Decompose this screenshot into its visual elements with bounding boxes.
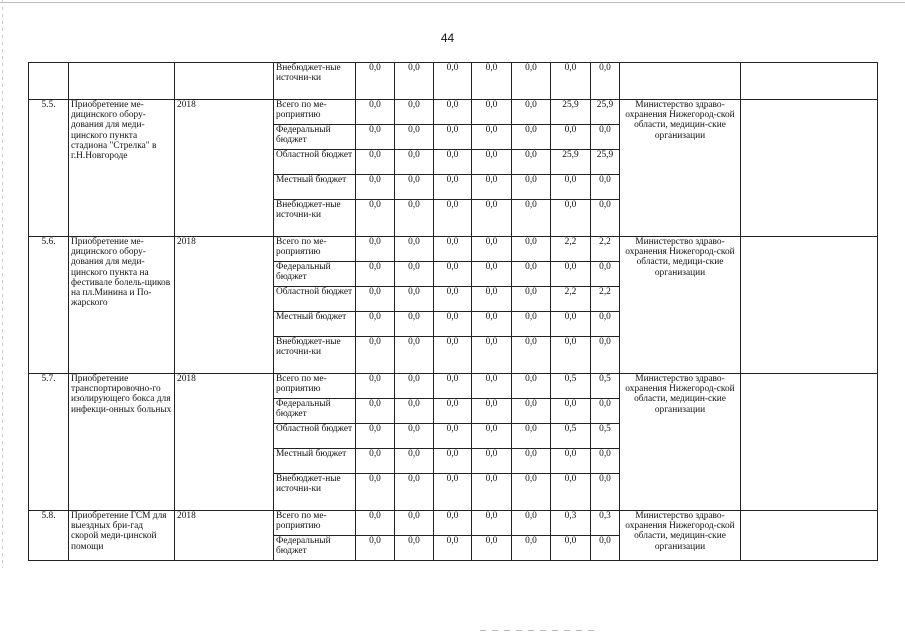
amount-cell: 0,0 — [512, 424, 551, 449]
amount-cell: 0,0 — [551, 312, 591, 337]
amount-cell: 0,0 — [512, 100, 551, 125]
amount-cell: 2,2 — [591, 237, 620, 262]
amount-cell: 0,0 — [356, 150, 395, 175]
funding-source: Внебюджет-ные источни-ки — [274, 337, 356, 374]
amount-cell: 0,0 — [591, 474, 620, 511]
amount-cell: 2,2 — [591, 287, 620, 312]
item-name: Приобретение ГСМ для выездных бри-гад скорой меди-цинской помощи — [69, 511, 175, 561]
funding-source: Всего по ме-роприятию — [274, 237, 356, 262]
amount-cell: 0,0 — [434, 449, 472, 474]
amount-cell: 0,0 — [512, 312, 551, 337]
amount-cell: 0,0 — [434, 150, 472, 175]
amount-cell: 0,0 — [512, 449, 551, 474]
amount-cell: 0,0 — [434, 63, 472, 100]
amount-cell: 0,0 — [512, 262, 551, 287]
amount-cell: 0,0 — [472, 125, 512, 150]
amount-cell: 0,0 — [434, 399, 472, 424]
table-row — [29, 374, 878, 399]
amount-cell: 0,3 — [551, 511, 591, 536]
amount-cell: 25,9 — [551, 150, 591, 175]
amount-cell: 0,0 — [434, 262, 472, 287]
funding-source: Федеральный бюджет — [274, 399, 356, 424]
amount-cell: 0,0 — [591, 536, 620, 561]
table-row — [29, 511, 878, 536]
amount-cell: 0,0 — [356, 424, 395, 449]
amount-cell: 0,0 — [472, 424, 512, 449]
amount-cell: 0,0 — [434, 374, 472, 399]
executor: Министерство здраво-охранения Нижегород-ской области, медицин-ские организации — [620, 374, 741, 511]
amount-cell: 0,0 — [395, 63, 434, 100]
amount-cell: 0,0 — [434, 287, 472, 312]
amount-cell: 0,0 — [356, 511, 395, 536]
funding-source: Всего по ме-роприятию — [274, 374, 356, 399]
amount-cell: 0,5 — [551, 424, 591, 449]
amount-cell: 0,0 — [395, 399, 434, 424]
table-row — [29, 63, 878, 100]
amount-cell: 0,0 — [472, 262, 512, 287]
item-number: 5.7. — [29, 374, 69, 511]
amount-cell: 0,0 — [356, 312, 395, 337]
amount-cell: 0,0 — [395, 150, 434, 175]
amount-cell: 0,0 — [472, 399, 512, 424]
amount-cell: 0,0 — [434, 200, 472, 237]
amount-cell: 0,0 — [434, 474, 472, 511]
amount-cell: 0,0 — [434, 424, 472, 449]
amount-cell: 0,0 — [472, 474, 512, 511]
funding-source: Внебюджет-ные источни-ки — [274, 63, 356, 100]
amount-cell: 0,0 — [472, 511, 512, 536]
amount-cell: 0,0 — [395, 312, 434, 337]
table-row — [29, 100, 878, 125]
amount-cell: 0,0 — [512, 150, 551, 175]
amount-cell: 0,0 — [395, 449, 434, 474]
amount-cell: 2,2 — [551, 237, 591, 262]
amount-cell: 0,0 — [395, 262, 434, 287]
amount-cell: 0,5 — [591, 374, 620, 399]
item-year-cell — [175, 63, 274, 100]
amount-cell: 0,0 — [551, 337, 591, 374]
amount-cell: 0,0 — [434, 337, 472, 374]
page-number: 44 — [440, 31, 455, 45]
amount-cell: 0,0 — [472, 63, 512, 100]
amount-cell: 0,0 — [512, 237, 551, 262]
item-number: 5.5. — [29, 100, 69, 237]
amount-cell: 0,0 — [395, 237, 434, 262]
amount-cell: 0,0 — [472, 374, 512, 399]
amount-cell: 0,0 — [472, 337, 512, 374]
item-year: 2018 — [175, 237, 274, 374]
amount-cell: 0,0 — [356, 449, 395, 474]
amount-cell: 0,0 — [551, 449, 591, 474]
amount-cell: 0,0 — [472, 449, 512, 474]
amount-cell: 0,0 — [395, 424, 434, 449]
amount-cell: 25,9 — [551, 100, 591, 125]
amount-cell: 0,0 — [591, 312, 620, 337]
amount-cell: 0,0 — [356, 287, 395, 312]
amount-cell: 0,0 — [472, 150, 512, 175]
amount-cell: 0,0 — [356, 200, 395, 237]
funding-source: Федеральный бюджет — [274, 262, 356, 287]
amount-cell: 0,0 — [434, 175, 472, 200]
amount-cell: 0,0 — [591, 337, 620, 374]
amount-cell: 0,0 — [512, 511, 551, 536]
amount-cell: 0,0 — [395, 536, 434, 561]
funding-source: Областной бюджет — [274, 424, 356, 449]
amount-cell: 25,9 — [591, 150, 620, 175]
amount-cell: 0,0 — [434, 312, 472, 337]
amount-cell: 0,0 — [434, 237, 472, 262]
funding-source: Местный бюджет — [274, 449, 356, 474]
budget-table — [28, 62, 878, 561]
amount-cell: 0,0 — [395, 474, 434, 511]
amount-cell: 0,0 — [472, 536, 512, 561]
amount-cell: 0,0 — [591, 175, 620, 200]
amount-cell: 0,0 — [591, 449, 620, 474]
amount-cell: 0,0 — [472, 287, 512, 312]
amount-cell: 0,0 — [551, 125, 591, 150]
empty-cell — [741, 511, 878, 561]
amount-cell: 0,0 — [551, 200, 591, 237]
empty-cell — [741, 63, 878, 100]
scan-edge-top — [0, 2, 905, 3]
funding-source: Всего по ме-роприятию — [274, 511, 356, 536]
funding-source: Федеральный бюджет — [274, 536, 356, 561]
amount-cell: 0,0 — [512, 374, 551, 399]
page-bottom-margin — [0, 568, 905, 640]
executor: Министерство здраво-охранения Нижегород-ской области, медицин-ские организации — [620, 100, 741, 237]
amount-cell: 0,0 — [356, 175, 395, 200]
amount-cell: 0,0 — [512, 399, 551, 424]
funding-source: Местный бюджет — [274, 312, 356, 337]
funding-source: Всего по ме-роприятию — [274, 100, 356, 125]
executor: Министерство здраво-охранения Нижегород-ской области, медици-ские организации — [620, 237, 741, 374]
amount-cell: 0,0 — [395, 511, 434, 536]
amount-cell: 0,0 — [395, 125, 434, 150]
amount-cell: 0,0 — [551, 262, 591, 287]
amount-cell: 0,0 — [591, 262, 620, 287]
amount-cell: 0,0 — [512, 200, 551, 237]
amount-cell: 0,3 — [591, 511, 620, 536]
item-year: 2018 — [175, 100, 274, 237]
item-number: 5.6. — [29, 237, 69, 374]
item-name: Приобретение ме-дицинского обору-дования для меди-цинского пункта на фестивале болель-щиков на пл.Минина и По-жарского — [69, 237, 175, 374]
empty-cell — [741, 100, 878, 237]
amount-cell: 0,0 — [512, 175, 551, 200]
amount-cell: 0,0 — [512, 337, 551, 374]
amount-cell: 0,0 — [434, 100, 472, 125]
amount-cell: 0,0 — [395, 337, 434, 374]
amount-cell: 0,5 — [591, 424, 620, 449]
amount-cell: 0,0 — [551, 536, 591, 561]
funding-source: Областной бюджет — [274, 287, 356, 312]
amount-cell: 0,0 — [472, 237, 512, 262]
scan-mark — [480, 630, 600, 631]
item-year: 2018 — [175, 511, 274, 561]
amount-cell: 0,0 — [512, 63, 551, 100]
amount-cell: 0,0 — [356, 536, 395, 561]
scan-edge-left — [2, 0, 3, 640]
funding-source: Внебюджет-ные источни-ки — [274, 200, 356, 237]
amount-cell: 2,2 — [551, 287, 591, 312]
funding-source: Областной бюджет — [274, 150, 356, 175]
amount-cell: 0,0 — [551, 399, 591, 424]
amount-cell: 0,0 — [395, 175, 434, 200]
amount-cell: 0,0 — [512, 287, 551, 312]
amount-cell: 0,0 — [551, 474, 591, 511]
table-row — [29, 237, 878, 262]
amount-cell: 0,0 — [395, 287, 434, 312]
amount-cell: 0,0 — [356, 63, 395, 100]
amount-cell: 0,0 — [512, 125, 551, 150]
amount-cell: 0,0 — [434, 511, 472, 536]
amount-cell: 0,0 — [512, 536, 551, 561]
amount-cell: 0,0 — [356, 399, 395, 424]
item-number-cell — [29, 63, 69, 100]
amount-cell: 0,0 — [356, 125, 395, 150]
amount-cell: 25,9 — [591, 100, 620, 125]
amount-cell: 0,0 — [591, 399, 620, 424]
executor: Министерство здраво-охранения Нижегород-ской области, медицин-ские организации — [620, 511, 741, 561]
empty-cell — [741, 237, 878, 374]
amount-cell: 0,0 — [591, 200, 620, 237]
amount-cell: 0,0 — [356, 474, 395, 511]
empty-cell — [741, 374, 878, 511]
item-name-cell — [69, 63, 175, 100]
amount-cell: 0,0 — [591, 125, 620, 150]
funding-source: Федеральный бюджет — [274, 125, 356, 150]
amount-cell: 0,0 — [395, 200, 434, 237]
item-name: Приобретение ме-дицинского обору-дования для меди-цинского пункта стадиона "Стрелка" в г.Н.Новгороде — [69, 100, 175, 237]
executor-cell — [620, 63, 741, 100]
item-name: Приобретение транспортировочно-го изолирующего бокса для инфекци-онных больных — [69, 374, 175, 511]
funding-source: Местный бюджет — [274, 175, 356, 200]
amount-cell: 0,0 — [356, 237, 395, 262]
amount-cell: 0,0 — [551, 63, 591, 100]
amount-cell: 0,0 — [356, 374, 395, 399]
amount-cell: 0,0 — [434, 536, 472, 561]
item-number: 5.8. — [29, 511, 69, 561]
amount-cell: 0,0 — [551, 175, 591, 200]
item-year: 2018 — [175, 374, 274, 511]
amount-cell: 0,0 — [591, 63, 620, 100]
amount-cell: 0,0 — [356, 100, 395, 125]
amount-cell: 0,0 — [472, 200, 512, 237]
amount-cell: 0,0 — [472, 312, 512, 337]
amount-cell: 0,0 — [356, 262, 395, 287]
amount-cell: 0,5 — [551, 374, 591, 399]
funding-source: Внебюджет-ные источни-ки — [274, 474, 356, 511]
amount-cell: 0,0 — [472, 100, 512, 125]
amount-cell: 0,0 — [356, 337, 395, 374]
amount-cell: 0,0 — [434, 125, 472, 150]
amount-cell: 0,0 — [395, 374, 434, 399]
amount-cell: 0,0 — [472, 175, 512, 200]
amount-cell: 0,0 — [512, 474, 551, 511]
amount-cell: 0,0 — [395, 100, 434, 125]
